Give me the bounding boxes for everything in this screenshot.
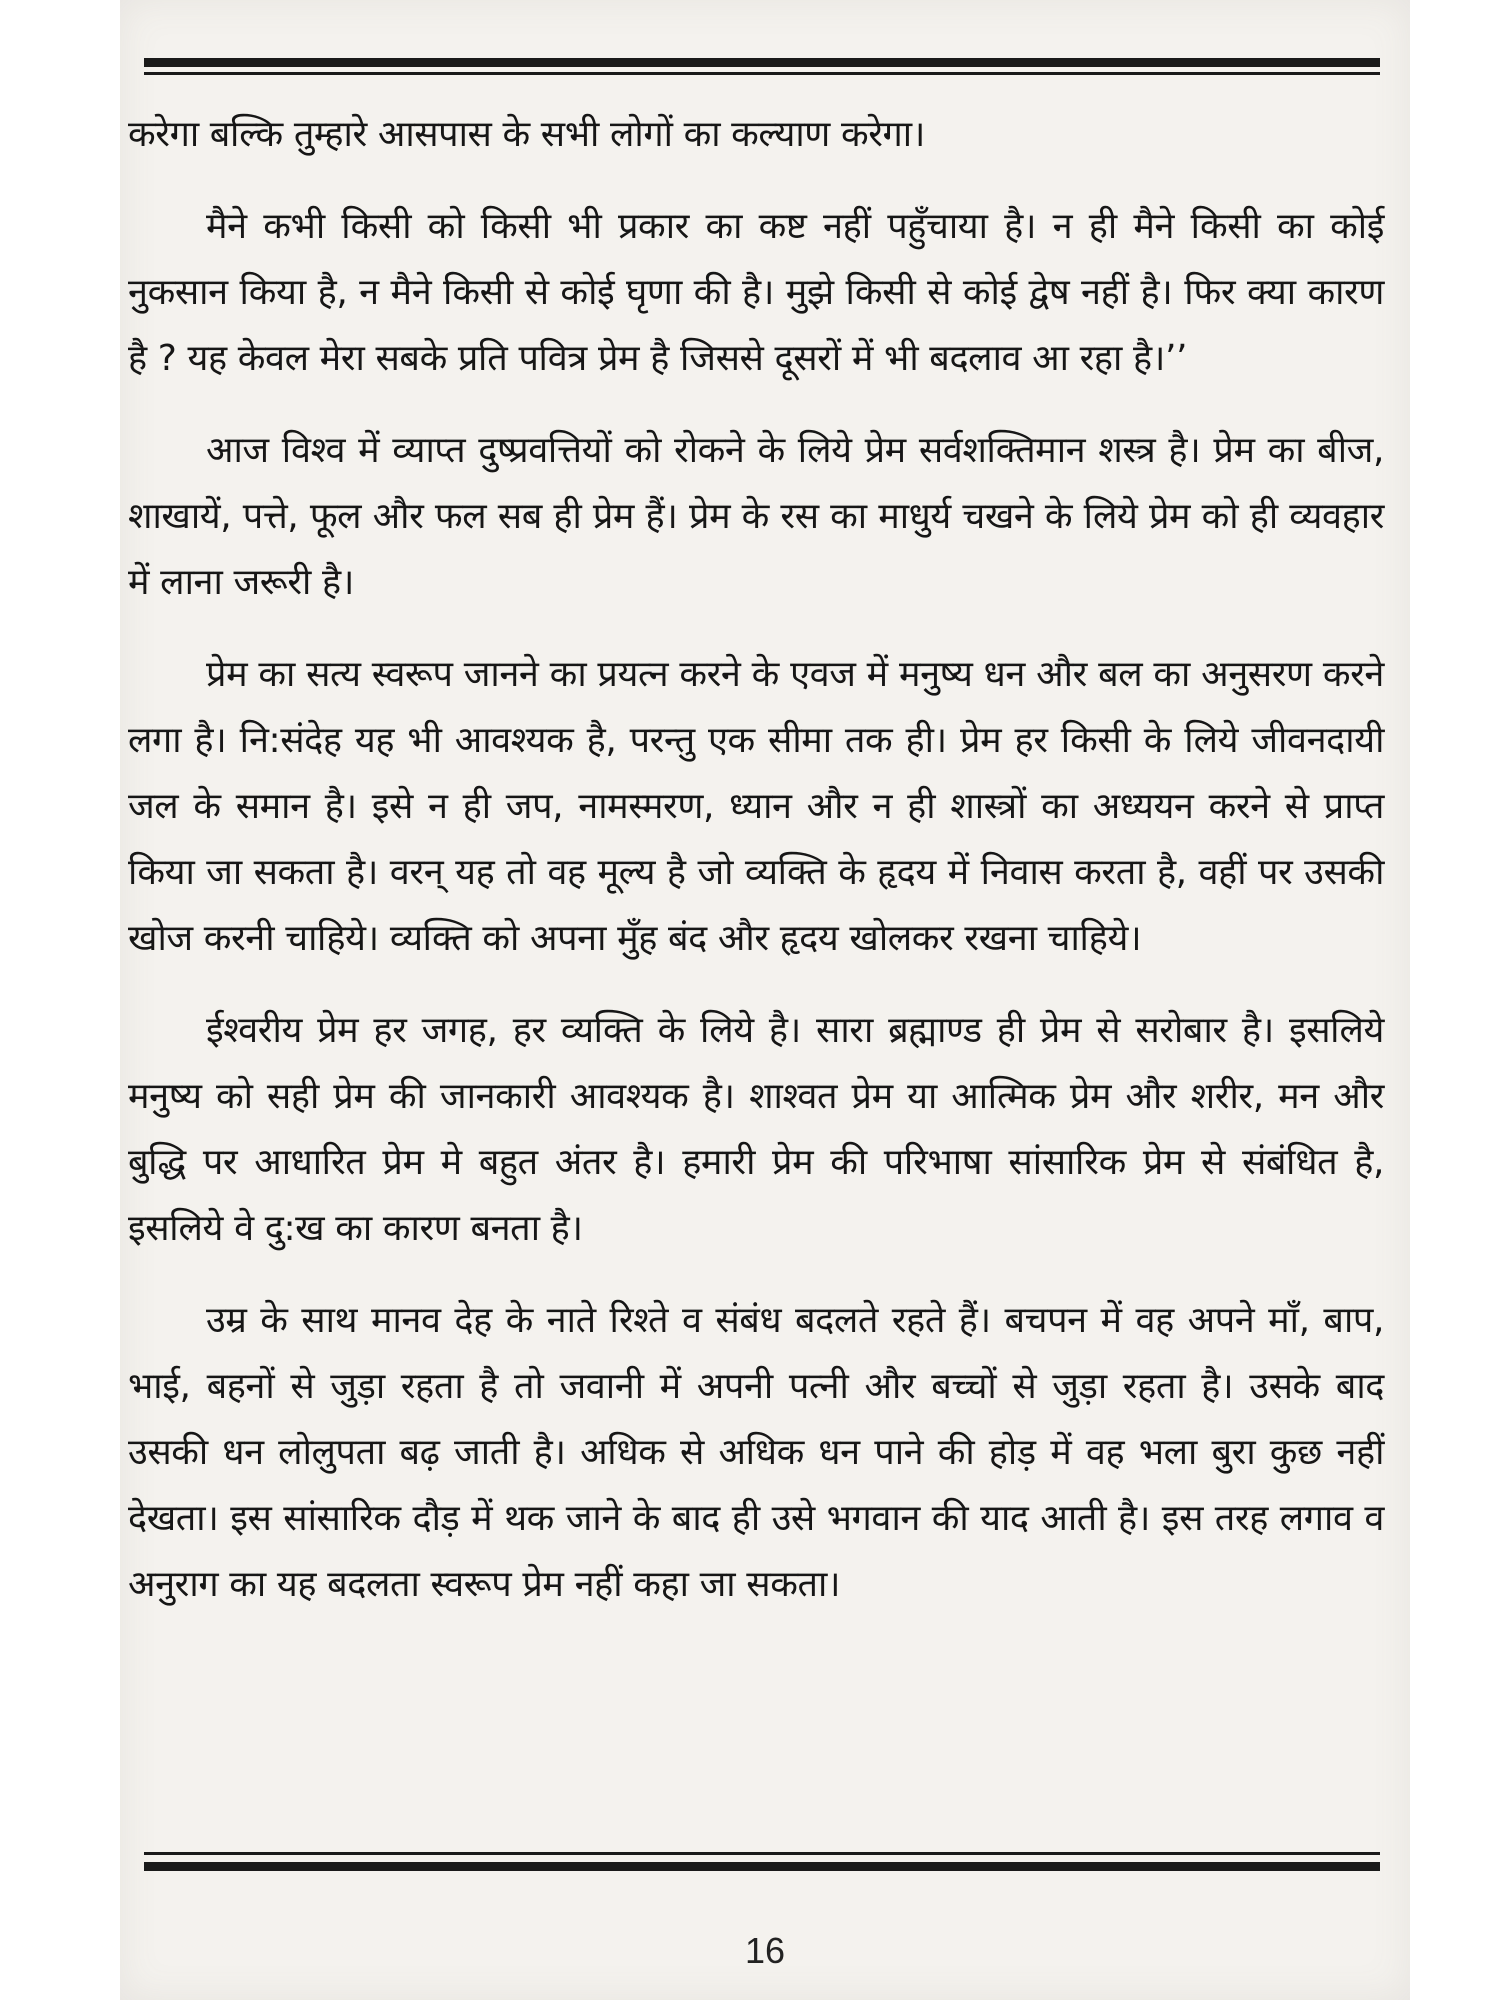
paragraph-1: करेगा बल्कि तुम्हारे आसपास के सभी लोगों का कल्याण करेगा। (128, 114, 925, 155)
body-text (128, 102, 1384, 1644)
bottom-rule-thin (144, 1852, 1380, 1855)
book-page (120, 0, 1410, 2000)
bottom-rule-thick (144, 1862, 1380, 1871)
paragraph-5: ईश्वरीय प्रेम हर जगह, हर व्यक्ति के लिये है। सारा ब्रह्माण्ड ही प्रेम से सरोबार है। इसलिये मनुष्य को सही प्रेम की जानकारी आवश्यक है। शाश्वत प्रेम या आत्मिक प्रेम और शरीर, मन और बुद्धि पर आधारित प्रेम मे बहुत अंतर है। हमारी प्रेम की परिभाषा सांसारिक प्रेम से संबंधित है, इसलिये वे दु:ख का कारण बनता है। (128, 1010, 1384, 1249)
paragraph-2: मैने कभी किसी को किसी भी प्रकार का कष्ट नहीं पहुँचाया है। न ही मैने किसी का कोई नुकसान किया है, न मैने किसी से कोई घृणा की है। मुझे किसी से कोई द्वेष नहीं है। फिर क्या कारण है ? यह केवल मेरा सबके प्रति पवित्र प्रेम है जिससे दूसरों में भी बदलाव आ रहा है।’’ (128, 206, 1384, 379)
page-number: 16 (744, 1930, 786, 1971)
paragraph-3: आज विश्व में व्याप्त दुष्प्रवत्तियों को रोकने के लिये प्रेम सर्वशक्तिमान शस्त्र है। प्रेम का बीज, शाखायें, पत्ते, फूल और फल सब ही प्रेम हैं। प्रेम के रस का माधुर्य चखने के लिये प्रेम को ही व्यवहार में लाना जरूरी है। (128, 430, 1384, 603)
paragraph-6: उम्र के साथ मानव देह के नाते रिश्ते व संबंध बदलते रहते हैं। बचपन में वह अपने माँ, बाप, भाई, बहनों से जुड़ा रहता है तो जवानी में अपनी पत्नी और बच्चों से जुड़ा रहता है। उसके बाद उसकी धन लोलुपता बढ़ जाती है। अधिक से अधिक धन पाने की होड़ में वह भला बुरा कुछ नहीं देखता। इस सांसारिक दौड़ में थक जाने के बाद ही उसे भगवान की याद आती है। इस तरह लगाव व अनुराग का यह बदलता स्वरूप प्रेम नहीं कहा जा सकता। (128, 1300, 1384, 1605)
top-rule-thin (144, 72, 1380, 75)
top-rule-thick (144, 58, 1380, 67)
paragraph-4: प्रेम का सत्य स्वरूप जानने का प्रयत्न करने के एवज में मनुष्य धन और बल का अनुसरण करने लगा है। नि:संदेह यह भी आवश्यक है, परन्तु एक सीमा तक ही। प्रेम हर किसी के लिये जीवनदायी जल के समान है। इसे न ही जप, नामस्मरण, ध्यान और न ही शास्त्रों का अध्ययन करने से प्राप्त किया जा सकता है। वरन् यह तो वह मूल्य है जो व्यक्ति के हृदय में निवास करता है, वहीं पर उसकी खोज करनी चाहिये। व्यक्ति को अपना मुँह बंद और हृदय खोलकर रखना चाहिये। (128, 654, 1384, 959)
